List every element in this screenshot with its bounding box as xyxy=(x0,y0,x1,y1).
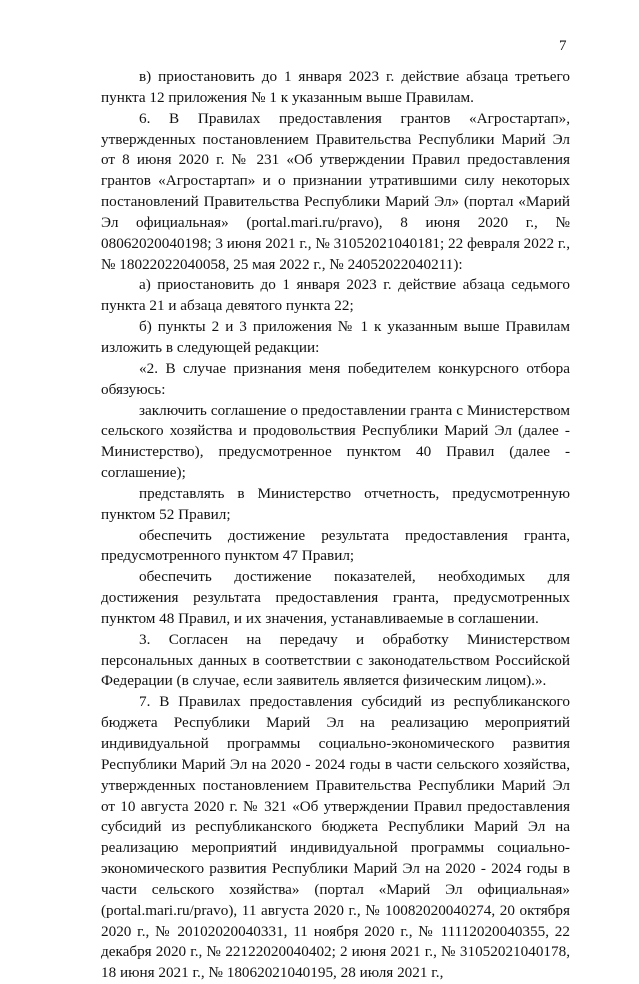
paragraph-item-b: б) пункты 2 и 3 приложения № 1 к указанным выше Правилам изложить в следующей редакции: xyxy=(101,318,570,356)
paragraph-item-a: а) приостановить до 1 января 2023 г. действие абзаца седьмого пункта 21 и абзаца девятого пункта 22; xyxy=(101,276,570,315)
paragraph-ensure-result: обеспечить достижение результата предоставления гранта, предусмотренного пунктом 47 Правил; xyxy=(101,526,570,565)
paragraph-quoted-point-3: 3. Согласен на передачу и обработку Министерством персональных данных в соответствии с законодательством Российской Федерации (в случае, если заявитель является физическим лицом).». xyxy=(101,630,570,690)
paragraph-item-v: в) приостановить до 1 января 2023 г. действие абзаца третьего пункта 12 приложения № 1 к указанным выше Правилам. xyxy=(101,68,570,106)
paragraph-ensure-indicators: обеспечить достижение показателей, необходимых для достижения результата предоставления гранта, предусмотренных пунктом 48 Правил, и их значения, устанавливаемые в соглашении. xyxy=(101,568,570,627)
paragraph-point-7: 7. В Правилах предоставления субсидий из республиканского бюджета Республики Марий Эл на реализацию мероприятий индивидуальной программы социально-экономического развития Республики Марий Эл на 2020 - 2024 годы в части сельского хозяйства, утвержденных постановлением Правительства Республики Марий Эл от 10 августа 2020 г. № 321 «Об утверждении Правил предоставления субсидий из республиканского бюджета Республики Марий Эл на реализацию мероприятий индивидуальной программы социально-экономического развития Республики Марий Эл на 2020 - 2024 годы в части сельского хозяйства» (портал «Марий Эл официальная» (portal.mari.ru/pravo), 11 августа 2020 г., № 10082020040274, 20 октября 2020 г., № 20102020040331, 11 ноября 2020 г., № 11112020040355, 22 декабря 2020 г., № 22122020040402; 2 июня 2021 г., № 31052021040178, 18 июня 2021 г., № 18062021040195, 28 июля 2021 г., xyxy=(101,693,570,982)
paragraph-conclude-agreement: заключить соглашение о предоставлении гранта с Министерством сельского хозяйства и продовольствия Республики Марий Эл (далее - Министерство), предусмотренное пунктом 40 Правил (далее - соглашение); xyxy=(101,401,570,482)
document-body xyxy=(101,67,570,984)
paragraph-submit-reports: представлять в Министерство отчетность, предусмотренную пунктом 52 Правил; xyxy=(101,484,570,523)
page-number: 7 xyxy=(559,38,567,54)
paragraph-point-6: 6. В Правилах предоставления грантов «Агростартап», утвержденных постановлением Правительства Республики Марий Эл от 8 июня 2020 г. № 231 «Об утверждении Правил предоставления грантов «Агростартап» и о признании утратившими силу некоторых постановлений Правительства Республики Марий Эл» (портал «Марий Эл официальная» (portal.mari.ru/pravo), 8 июня 2020 г., № 08062020040198; 3 июня 2021 г., № 31052021040181; 22 февраля 2022 г., № 18022022040058, 25 мая 2022 г., № 24052022040211): xyxy=(101,109,570,273)
paragraph-quoted-point-2: «2. В случае признания меня победителем конкурсного отбора обязуюсь: xyxy=(101,359,570,398)
